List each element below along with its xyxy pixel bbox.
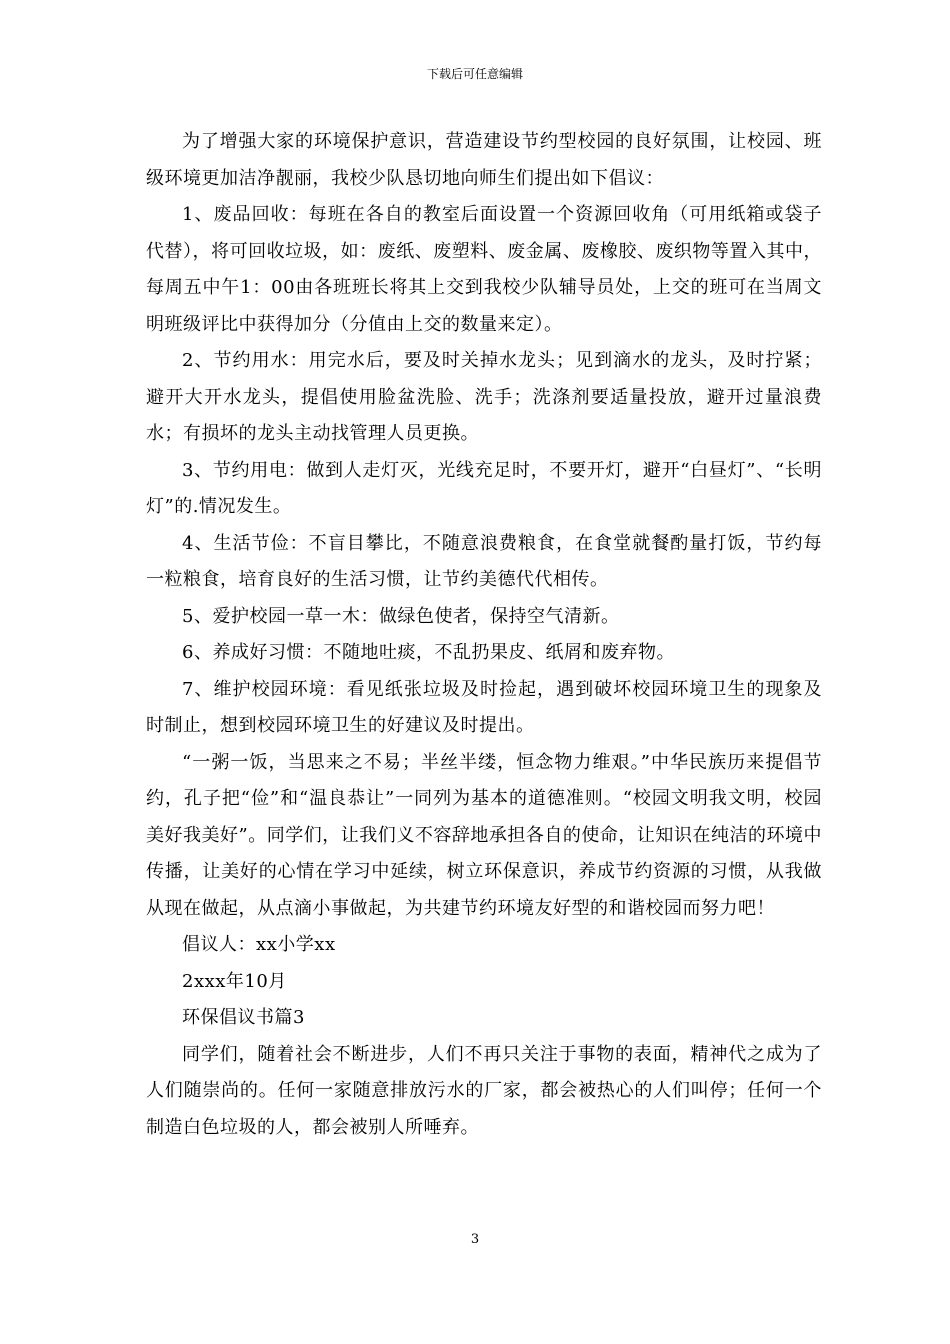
date-line: 2xxx年10月 — [182, 970, 287, 992]
item-protect-plants: 5、爱护校园一草一木：做绿色使者，保持空气清新。 — [182, 605, 620, 627]
item-maintain-campus: 7、维护校园环境：看见纸张垃圾及时捡起，遇到破坏校园环境卫生的现象及时制止，想到校园环境卫生的好建议及时提出。 — [146, 678, 822, 736]
page-number: 3 — [470, 1232, 480, 1247]
item-save-water: 2、节约用水：用完水后，要及时关掉水龙头；见到滴水的龙头，及时拧紧；避开大开水龙头，提倡使用脸盆洗脸、洗手；洗涤剂要适量投放，避开过量浪费水；有损坏的龙头主动找管理人员更换。 — [146, 350, 822, 444]
item-save-electricity: 3、节约用电：做到人走灯灭，光线充足时，不要开灯，避开“白昼灯”、“长明灯”的.情况发生。 — [146, 459, 822, 517]
item-good-habits: 6、养成好习惯：不随地吐痰，不乱扔果皮、纸屑和废弃物。 — [182, 642, 675, 663]
closing-paragraph: “一粥一饭，当思来之不易；半丝半缕，恒念物力维艰。”中华民族历来提倡节约，孔子把“俭”和“温良恭让”一同列为基本的道德准则。“校园文明我文明，校园美好我美好”。同学们，让我们义不容辞地承担各自的使命，让知识在纯洁的环境中传播，让美好的心情在学习中延续，树立环保意识，养成节约资源的习惯，从我做从现在做起，从点滴小事做起，为共建节约环境友好型的和谐校园而努力吧！ — [146, 751, 822, 919]
section-title: 环保倡议书篇3 — [182, 1007, 305, 1028]
intro-paragraph: 为了增强大家的环境保护意识，营造建设节约型校园的良好氛围，让校园、班级环境更加洁净靓丽，我校少队恳切地向师生们提出如下倡议： — [146, 131, 822, 189]
page-header: 下载后可任意编辑 — [426, 67, 523, 81]
document-body — [146, 124, 822, 1146]
section-paragraph: 同学们，随着社会不断进步，人们不再只关注于事物的表面，精神代之成为了人们随崇尚的。任何一家随意排放污水的厂家，都会被热心的人们叫停；任何一个制造白色垃圾的人，都会被别人所唾弃。 — [146, 1043, 822, 1138]
signature-line: 倡议人：xx小学xx — [182, 934, 336, 955]
item-recycling: 1、废品回收：每班在各自的教室后面设置一个资源回收角（可用纸箱或袋子代替），将可回收垃圾，如：废纸、废塑料、废金属、废橡胶、废织物等置入其中，每周五中午1：00由各班班长将其上交到我校少队辅导员处，上交的班可在当周文明班级评比中获得加分（分值由上交的数量来定）。 — [146, 204, 822, 335]
item-frugal-living: 4、生活节俭：不盲目攀比，不随意浪费粮食，在食堂就餐酌量打饭，节约每一粒粮食，培育良好的生活习惯，让节约美德代代相传。 — [146, 532, 822, 590]
